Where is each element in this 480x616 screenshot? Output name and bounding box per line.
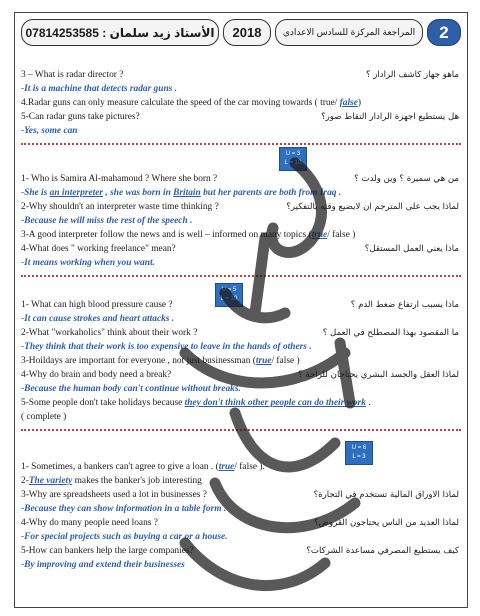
s2-question-1-arabic: من هي سميرة ؟ وين ولدت ؟ (354, 174, 459, 184)
unit-lesson-badge: U = 5 L = 10 (215, 283, 243, 307)
s4-question-5: 5-How can bankers help the large companies? (21, 546, 194, 556)
s1-question-4: 4.Radar guns can only measure calculate the speed of the car moving towards ( true/ false) (21, 98, 361, 108)
s4-question-4-arabic: لماذا العديد من الناس يحتاجون القروض؟ (314, 518, 459, 528)
s2-answer-2: -Because he will miss the rest of the speech . (21, 216, 193, 226)
s2-answer-4: -It means working when you want. (21, 258, 155, 268)
s3-question-5-note: ( complete ) (21, 412, 67, 422)
s1-question-5: 5-Can radar guns take pictures? (21, 112, 140, 122)
section-divider (21, 143, 461, 145)
s4-question-3-arabic: لماذا الاوراق المالية تستخدم في التجارة؟ (313, 490, 459, 500)
s1-question-3: 3 – What is radar director ? (21, 70, 124, 80)
s3-question-3: 3-Hoildays are important for everyone , not just businessman (true/ false ) (21, 356, 300, 366)
s2-question-1: 1- Who is Samira Al-mahamoud ? Where she born ? (21, 174, 218, 184)
s4-question-1: 1- Sometimes, a bankers can't agree to give a loan . (true/ false ). (21, 462, 265, 472)
s4-answer-3: -Because they can show information in a table form . (21, 504, 227, 514)
s2-question-4: 4-What does " working freelance" mean? (21, 244, 176, 254)
section-divider (21, 275, 461, 277)
s2-question-2: 2-Why shouldn't an interpreter waste time thinking ? (21, 202, 219, 212)
s3-question-1-arabic: ماذا يسبب ارتفاع ضغط الدم ؟ (350, 300, 459, 310)
s1-question-3-arabic: ماهو جهاز كاشف الرادار ؟ (365, 70, 459, 80)
s4-question-2: 2-The variety makes the banker's job interesting (21, 476, 202, 486)
s3-question-2-arabic: ما المقصود بهذا المصطلح في العمل ؟ (322, 328, 459, 338)
teacher-contact-box: الأستاذ زيد سلمان : 07814253585 (21, 19, 219, 46)
unit-lesson-badge: U = 6 L = 3 (345, 441, 373, 465)
s4-answer-5: -By improving and extend their businesses (21, 560, 185, 570)
worksheet-header (19, 17, 463, 49)
year-box: 2018 (223, 19, 271, 46)
s3-question-5: 5-Some people don't take holidays because they don't think other people can do their work . (21, 398, 371, 408)
s2-question-3: 3-A good interpreter follow the news and is well – informed on many topics (true/ false ) (21, 230, 356, 240)
s1-answer-3: -It is a machine that detects radar guns . (21, 84, 178, 94)
s3-answer-4: -Because the human body can't continue without breaks. (21, 384, 241, 394)
s4-answer-4: -For special projects such as buying a car or a house. (21, 532, 228, 542)
s4-question-4: 4-Why do many people need loans ? (21, 518, 158, 528)
s3-answer-2: -They think that their work is too expensive to leave in the hands of others . (21, 342, 312, 352)
review-title-box: المراجعة المركزة للسادس الاعدادي (275, 19, 423, 46)
s3-question-4: 4-Why do brain and body need a break? (21, 370, 172, 380)
s2-answer-1: -She is an interpreter , she was born in Britain but her parents are both from Iraq . (21, 188, 342, 198)
unit-lesson-badge: U = 3 L = 10 (279, 147, 307, 171)
s2-question-2-arabic: لماذا يجب على المترجم ان لايضيع وقته بالتفكير؟ (286, 202, 459, 212)
worksheet-page (14, 12, 468, 608)
s3-answer-1: -It can cause strokes and heart attacks . (21, 314, 175, 324)
s4-question-3: 3-Why are spreadsheets used a lot in businesses ? (21, 490, 207, 500)
s1-question-5-arabic: هل يستطيع اجهزة الرادار التقاط صور؟ (321, 112, 459, 122)
s3-question-1: 1- What can high blood pressure cause ? (21, 300, 173, 310)
section-divider (21, 429, 461, 431)
s1-answer-5: -Yes, some can (21, 126, 78, 136)
s4-question-5-arabic: كيف يستطيع المصرفي مساعدة الشركات؟ (306, 546, 459, 556)
unit-number-box: 2 (427, 19, 461, 46)
s2-question-4-arabic: ماذا يعني العمل المستقل؟ (364, 244, 459, 254)
s3-question-4-arabic: لماذا العقل والجسد البشري يحتاجان للراحة ؟ (298, 370, 459, 380)
s3-question-2: 2-What "workaholics" think about their work ? (21, 328, 198, 338)
